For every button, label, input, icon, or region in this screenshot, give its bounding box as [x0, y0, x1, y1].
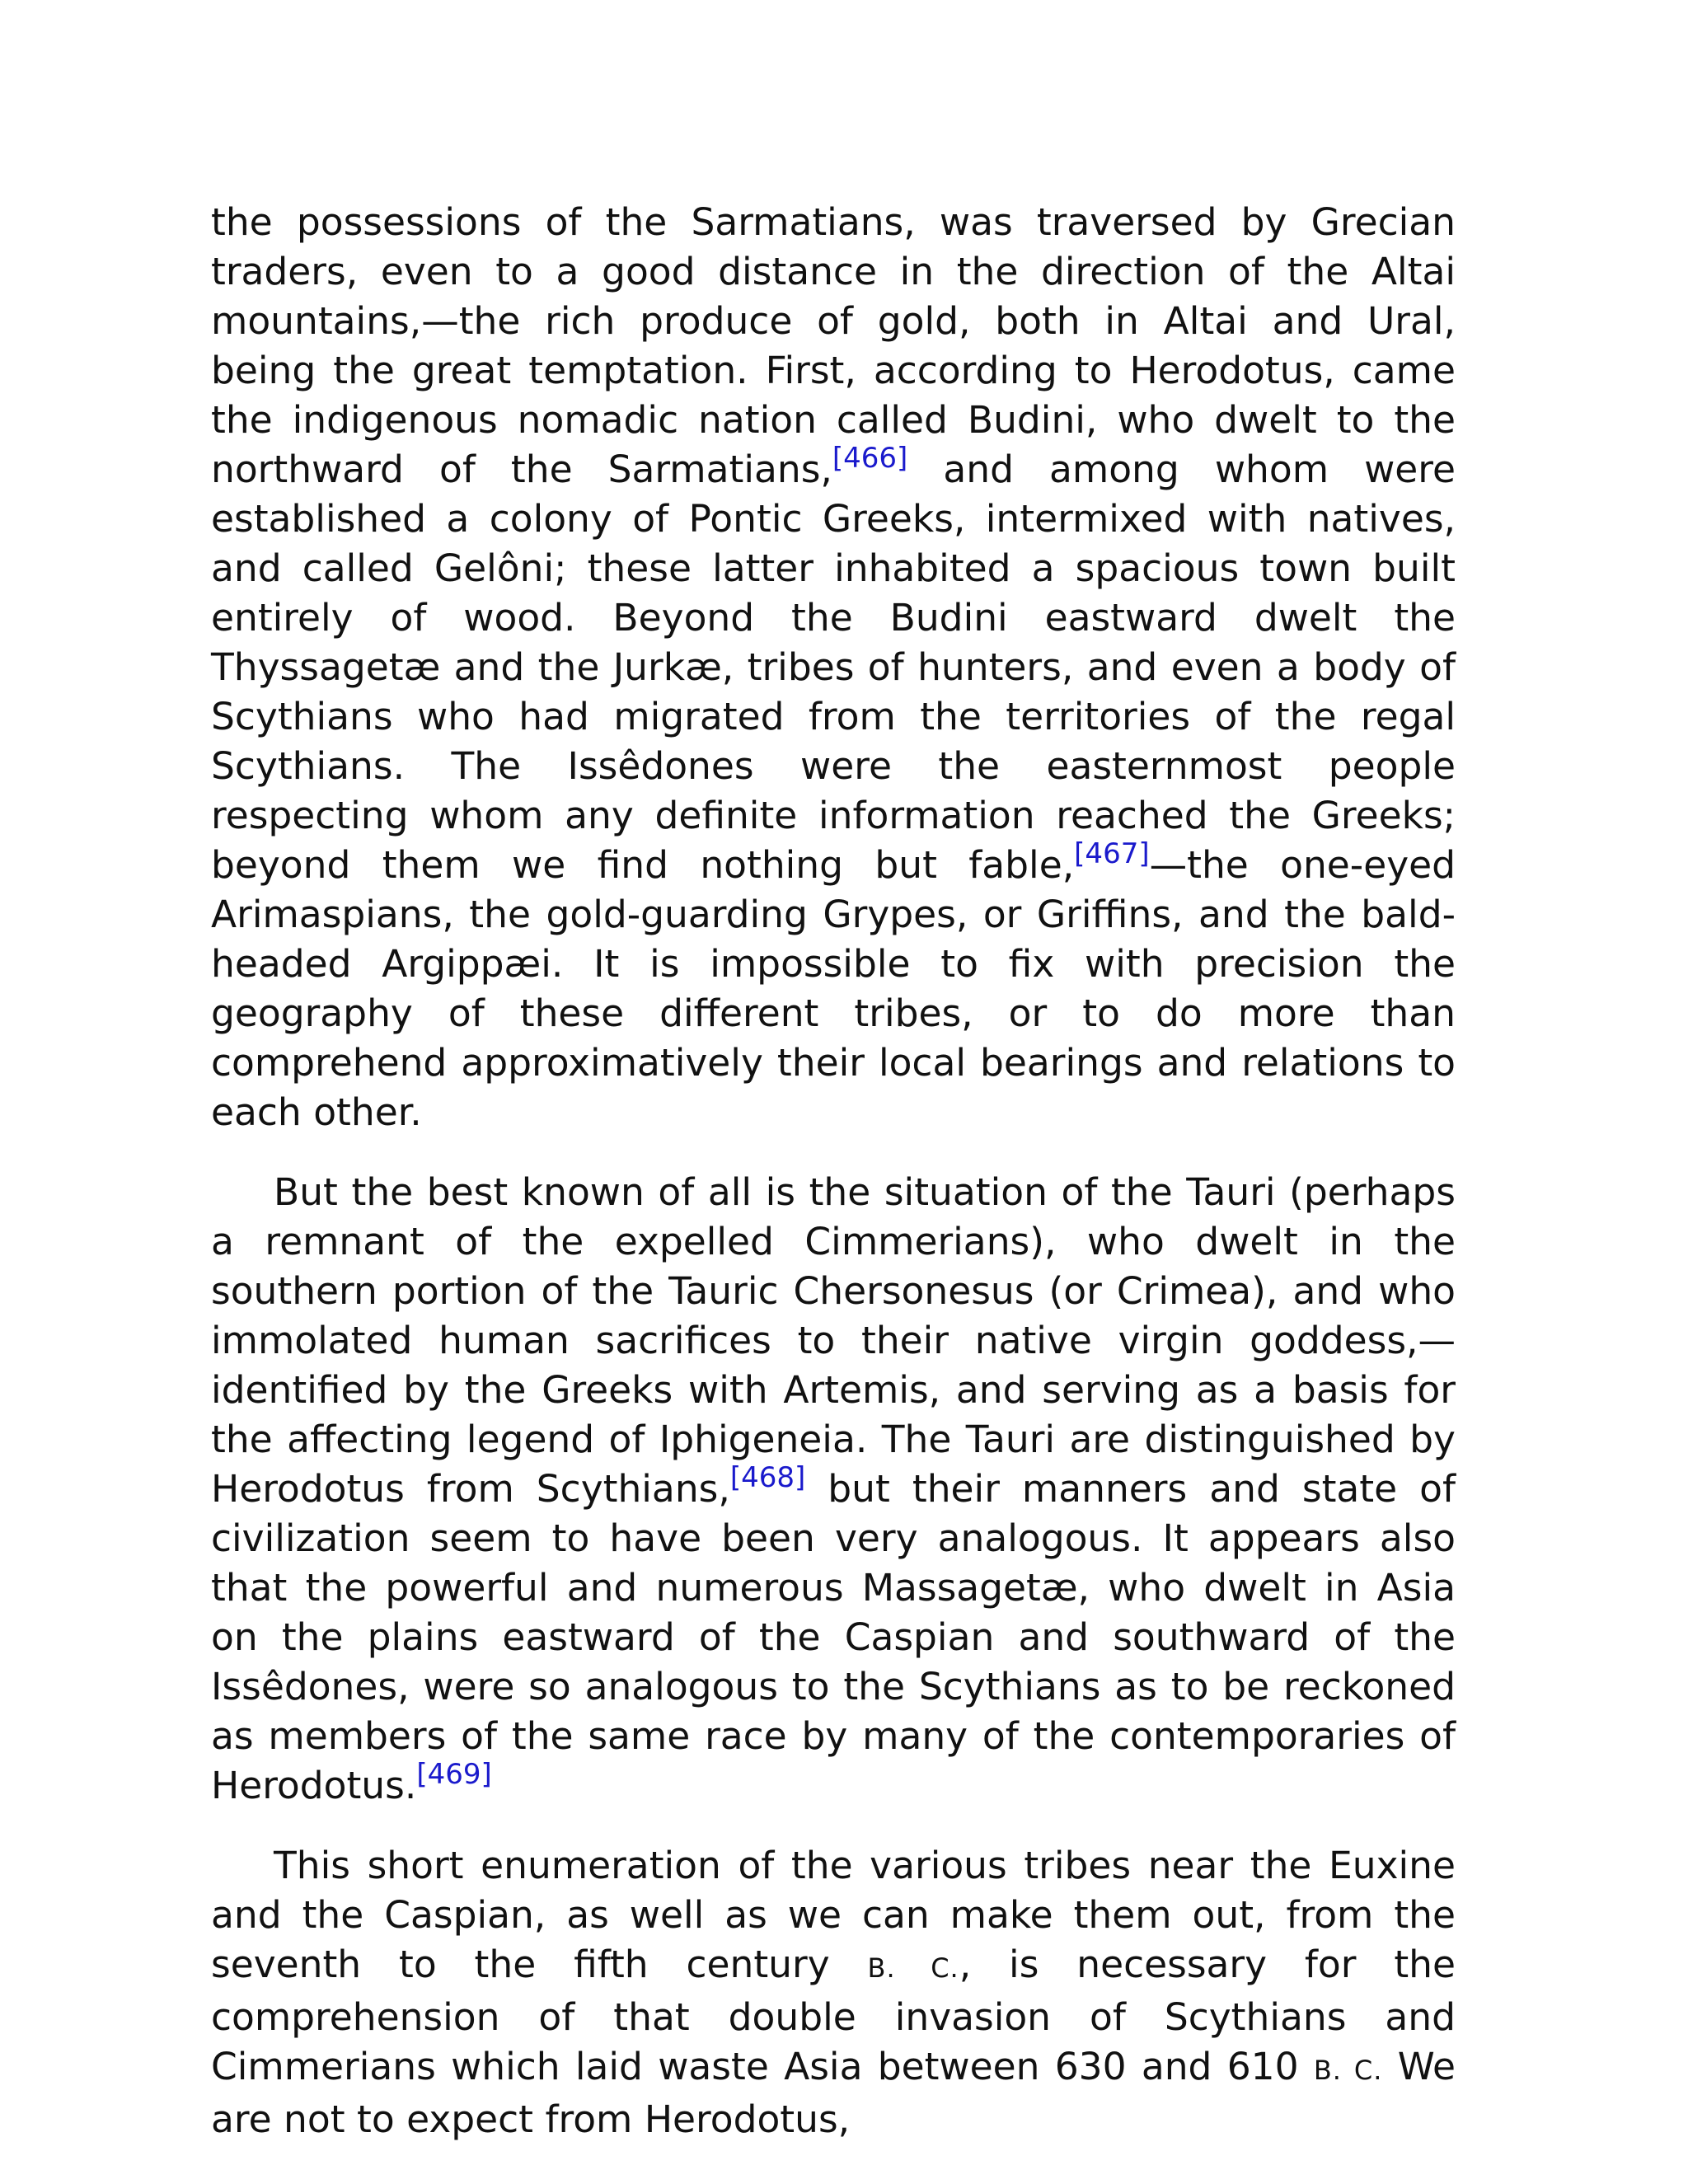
text-segment: , is necessary for the comprehension of that double invasion of Scythians and Cimmerians which laid waste Asia between 630 and 610 [211, 1943, 1456, 2088]
footnote-link-466[interactable]: [466] [832, 442, 908, 475]
text-segment: the possessions of the Sarmatians, was traversed by Grecian traders, even to a good distance in the direction of the Altai mountains,—the rich produce of gold, both in Altai and Ural, being the great temptation. First, according to Herodotus, came the indigenous nomadic nation called Budini, who dwelt to the northward of the Sarmatians, [211, 200, 1456, 491]
paragraph-2 [211, 1168, 1456, 1811]
paragraph-1 [211, 198, 1456, 1137]
footnote-link-469[interactable]: [469] [416, 1758, 492, 1791]
text-segment: This short enumeration of the various tribes near the Euxine and the Caspian, as well as we can make them out, from the seventh to the fifth century [211, 1844, 1456, 1986]
text-segment: —the one-eyed Arimaspians, the gold-guarding Grypes, or Griffins, and the bald-headed Argippæi. It is impossible to fix with precision the geography of these different tribes, or to do more than comprehend approximatively their local bearings and relations to each other. [211, 843, 1456, 1134]
page-body [211, 198, 1456, 2175]
small-caps-era: B. C. [867, 1952, 959, 1984]
paragraph-3 [211, 1841, 1456, 2144]
text-segment: But the best known of all is the situation of the Tauri (perhaps a remnant of the expelled Cimmerians), who dwelt in the southern portion of the Tauric Chersonesus (or Crimea), and who immolated human sacrifices to their native virgin goddess,—identified by the Greeks with Artemis, and serving as a basis for the affecting legend of Iphigeneia. The Tauri are distinguished by Herodotus from Scythians, [211, 1170, 1456, 1511]
small-caps-era: B. C. [1313, 2055, 1383, 2086]
text-segment: and among whom were established a colony of Pontic Greeks, intermixed with natives, and called Gelôni; these latter inhabited a spacious town built entirely of wood. Beyond the Budini eastward dwelt the Thyssagetæ and the Jurkæ, tribes of hunters, and even a body of Scythians who had migrated from the territories of the regal Scythians. The Issêdones were the easternmost people respecting whom any definite information reached the Greeks; beyond them we find nothing but fable, [211, 448, 1456, 887]
footnote-link-467[interactable]: [467] [1074, 837, 1150, 870]
text-segment: but their manners and state of civilization seem to have been very analogous. It appears also that the powerful and numerous Massagetæ, who dwelt in Asia on the plains eastward of the Caspian and southward of the Issêdones, were so analogous to the Scythians as to be reckoned as members of the same race by many of the contemporaries of Herodotus. [211, 1467, 1456, 1807]
footnote-link-468[interactable]: [468] [729, 1461, 806, 1494]
text-segment: We are not to expect from Herodotus, [211, 2045, 1456, 2141]
